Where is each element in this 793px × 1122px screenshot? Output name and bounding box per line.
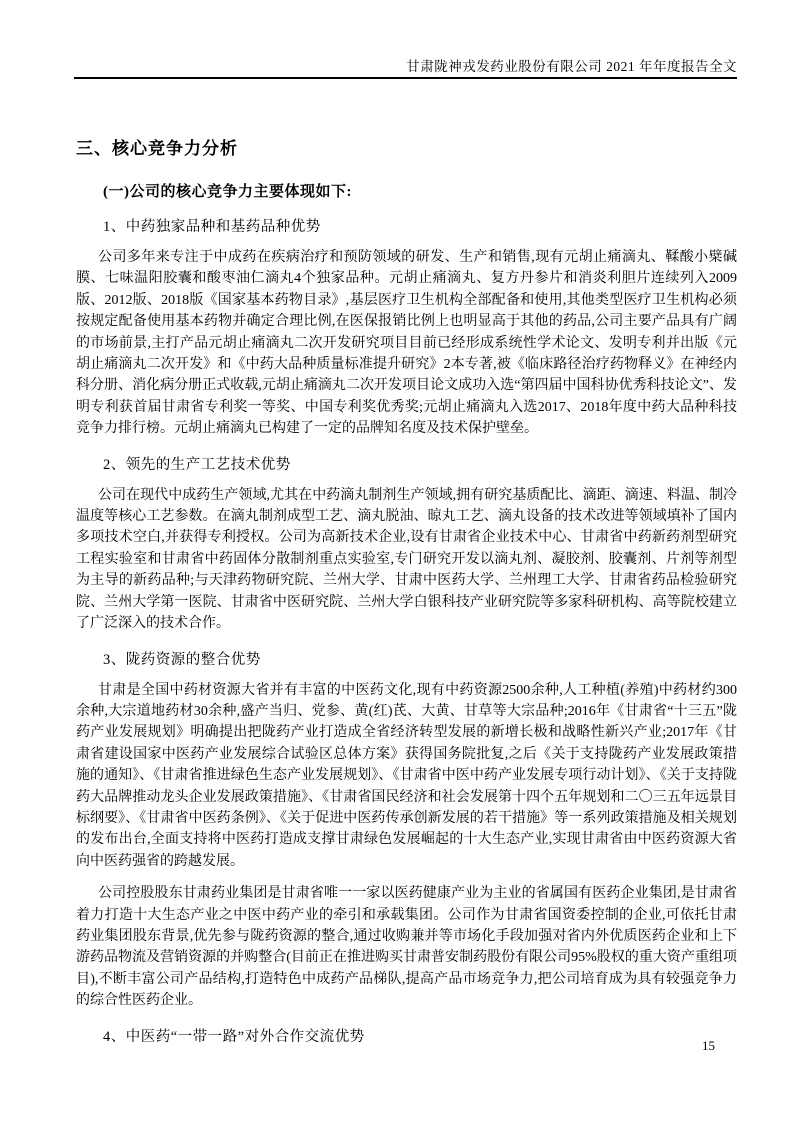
header-title: 甘肃陇神戎发药业股份有限公司 2021 年年度报告全文 [406, 59, 737, 74]
document-content [76, 79, 737, 1046]
paragraph-advantage-2: 公司在现代中成药生产领域,尤其在中药滴丸制剂生产领域,拥有研究基质配比、滴距、滴速、料温、制冷温度等核心工艺参数。在滴丸制剂成型工艺、滴丸脱油、晾丸工艺、滴丸设备的技术改进等领域填补了国内多项技术空白,并获得专利授权。公司为高新技术企业,设有甘肃省企业技术中心、甘肃省中药新药剂型研究工程实验室和甘肃省中药固体分散制剂重点实验室,专门研究开发以滴丸剂、凝胶剂、胶囊剂、片剂等剂型为主导的新药品种;与天津药物研究院、兰州大学、甘肃中医药大学、兰州理工大学、甘肃省药品检验研究院、兰州大学第一医院、甘肃省中医研究院、兰州大学白银科技产业研究院等多家科研机构、高等院校建立了广泛深入的技术合作。 [76, 487, 737, 632]
heading-advantage-1: 1、中药独家品种和基药品种优势 [103, 219, 321, 235]
heading-advantage-4: 4、中医药“一带一路”对外合作交流优势 [103, 1028, 365, 1045]
page-header [74, 59, 737, 79]
section-title: 三、核心竞争力分析 [76, 139, 238, 158]
subsection-title: (一)公司的核心竞争力主要体现如下: [103, 184, 352, 200]
heading-advantage-2: 2、领先的生产工艺技术优势 [103, 456, 291, 473]
heading-advantage-3: 3、陇药资源的整合优势 [103, 651, 261, 668]
page-number: 15 [702, 1038, 715, 1053]
paragraph-advantage-3b: 公司控股股东甘肃药业集团是甘肃省唯一一家以医药健康产业为主业的省属国有医药企业集团,是甘肃省着力打造十大生态产业之中医中药产业的牵引和承载集团。公司作为甘肃省国资委控制的企业,可依托甘肃药业集团股东背景,优先参与陇药资源的整合,通过收购兼并等市场化手段加强对省内外优质医药企业和上下游药品物流及营销资源的并购整合(目前正在推进购买甘肃普安制药股份有限公司95%股权的重大资产重组项目),不断丰富公司产品结构,打造特色中成药产品梯队,提高产品市场竞争力,把公司培育成为具有较强竞争力的综合性医药企业。 [76, 886, 737, 1009]
paragraph-advantage-3a: 甘肃是全国中药材资源大省并有丰富的中医药文化,现有中药资源2500余种,人工种植(养殖)中药材约300余种,大宗道地药材30余种,盛产当归、党参、黄(红)芪、大黄、甘草等大宗品种;2016年《甘肃省“十三五”陇药产业发展规划》明确提出把陇药产业打造成全省经济转型发展的新增长极和战略性新兴产业;2017年《甘肃省建设国家中医药产业发展综合试验区总体方案》获得国务院批复,之后《关于支持陇药产业发展政策措施的通知》、《甘肃省推进绿色生态产业发展规划》、《甘肃省中医中药产业发展专项行动计划》、《关于支持陇药大品牌推动龙头企业发展政策措施》、《甘肃省国民经济和社会发展第十四个五年规划和二〇三五年远景目标纲要》、《甘肃省中医药条例》、《关于促进中医药传承创新发展的若干措施》等一系列政策措施及相关规划的发布出台,全面支持将中医药打造成支撑甘肃绿色发展崛起的十大生态产业,实现甘肃省由中医药资源大省向中医药强省的跨越发展。 [76, 682, 737, 869]
paragraph-advantage-1: 公司多年来专注于中成药在疾病治疗和预防领域的研发、生产和销售,现有元胡止痛滴丸、鞣酸小檗碱膜、七味温阳胶囊和酸枣油仁滴丸4个独家品种。元胡止痛滴丸、复方丹参片和消炎利胆片连续列入2009版、2012版、2018版《国家基本药物目录》,基层医疗卫生机构全部配备和使用,其他类型医疗卫生机构必须按规定配备使用基本药物并确定合理比例,在医保报销比例上也明显高于其他的药品,公司主要产品具有广阔的市场前景,主打产品元胡止痛滴丸二次开发研究项目目前已经形成系统性学术论文、发明专利并出版《元胡止痛滴丸二次开发》和《中药大品种质量标准提升研究》2本专著,被《临床路径治疗药物释义》在神经内科分册、消化病分册正式收载,元胡止痛滴丸二次开发项目论文成功入选“第四届中国科协优秀科技论文”、发明专利获首届甘肃省专利奖一等奖、中国专利奖优秀奖;元胡止痛滴丸入选2017、2018年度中药大品种科技竞争力排行榜。元胡止痛滴丸已构建了一定的品牌知名度及技术保护壁垒。 [76, 250, 737, 437]
